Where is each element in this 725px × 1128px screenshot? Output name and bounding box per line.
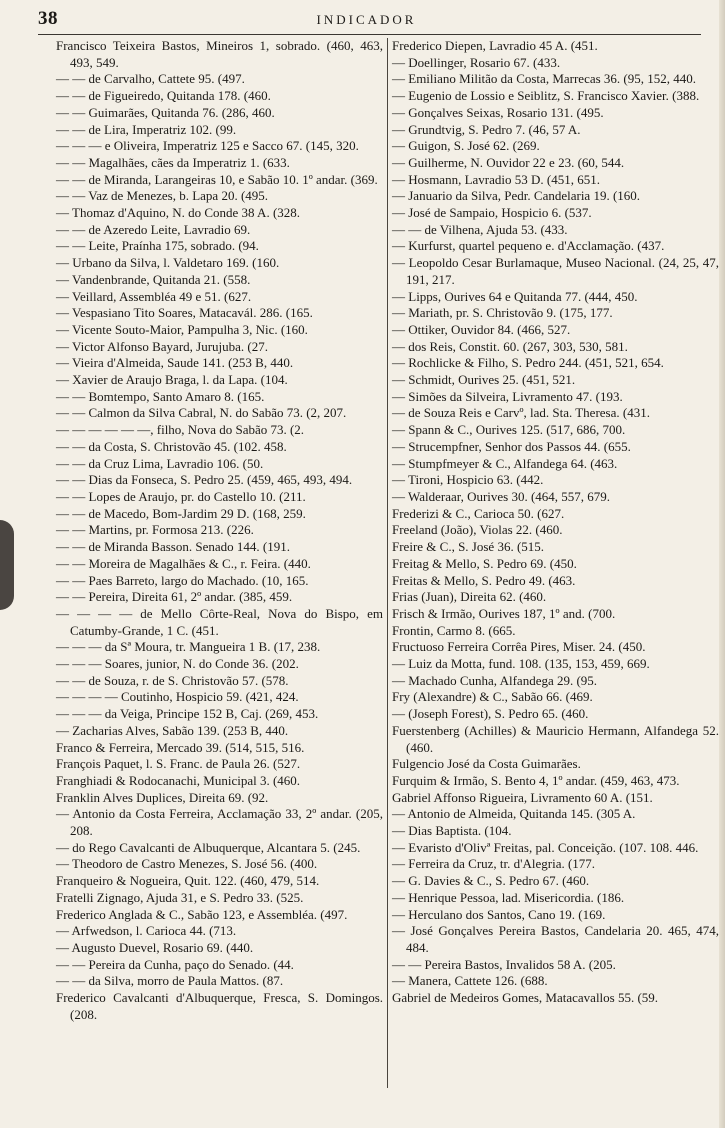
directory-entry: — — da Silva, morro de Paula Mattos. (87. [56, 973, 284, 989]
directory-entry: Franghiadi & Rodocanachi, Municipal 3. (460. [56, 772, 301, 788]
directory-entry: — dos Reis, Constit. 60. (267, 303, 530, 581. [392, 338, 628, 354]
directory-entry: — — de Azeredo Leite, Lavradio 69. [56, 221, 251, 237]
directory-entry: — Vespasiano Tito Soares, Matacavál. 286. (165. [56, 305, 313, 321]
directory-entry: — Xavier de Araujo Braga, l. da Lapa. (104. [56, 372, 288, 388]
directory-entry: Freitag & Mello, S. Pedro 69. (450. [392, 555, 577, 571]
directory-entry: Freitas & Mello, S. Pedro 49. (463. [392, 572, 576, 588]
directory-entry: — — de Carvalho, Cattete 95. (497. [56, 71, 245, 87]
directory-entry: — — Moreira de Magalhães & C., r. Feira. (440. [56, 555, 311, 571]
page-number: 38 [38, 8, 58, 29]
directory-entry: — Guigon, S. José 62. (269. [392, 138, 540, 154]
directory-entry: — Thomaz d'Aquino, N. do Conde 38 A. (328. [56, 205, 301, 221]
directory-entry: Fratelli Zignago, Ajuda 31, e S. Pedro 33. (525. [56, 889, 304, 905]
directory-entry: — Emiliano Militão da Costa, Marrecas 36. (95, 152, 440. [392, 71, 697, 87]
directory-entry: — José de Sampaio, Hospicio 6. (537. [392, 205, 592, 221]
directory-entry: — — Guimarães, Quitanda 76. (286, 460. [56, 104, 275, 120]
directory-entry: Franqueiro & Nogueira, Quit. 122. (460, 479, 514. [56, 873, 320, 889]
directory-entry: — Ferreira da Cruz, tr. d'Alegria. (177. [392, 856, 596, 872]
directory-entry: François Paquet, l. S. Franc. de Paula 26. (527. [56, 756, 301, 772]
directory-entry: — — de Macedo, Bom-Jardim 29 D. (168, 259. [56, 505, 306, 521]
directory-entry: Frederico Diepen, Lavradio 45 A. (451. [392, 38, 598, 53]
directory-entry: — Vandenbrande, Quitanda 21. (558. [56, 271, 251, 287]
directory-entry: — Lipps, Ourives 64 e Quitanda 77. (444, 450. [392, 288, 638, 304]
directory-entry: — Herculano dos Santos, Cano 19. (169. [392, 906, 606, 922]
directory-entry: Freeland (João), Violas 22. (460. [392, 522, 563, 538]
directory-entry: — Januario da Silva, Pedr. Candelaria 19. (160. [392, 188, 641, 204]
directory-entry: — — de Figueiredo, Quitanda 178. (460. [56, 88, 271, 104]
directory-entry: — — — e Oliveira, Imperatriz 125 e Sacco 67. (145, 320. [56, 138, 359, 154]
directory-entry: Franco & Ferreira, Mercado 39. (514, 515, 516. [56, 739, 305, 755]
right-column [392, 38, 719, 1007]
running-head: INDICADOR [316, 12, 417, 27]
directory-entry: Fructuoso Ferreira Corrêa Pires, Miser. 24. (450. [392, 639, 646, 655]
directory-entry: — Tironi, Hospicio 63. (442. [392, 472, 544, 488]
directory-entry: — Veillard, Assembléa 49 e 51. (627. [56, 288, 252, 304]
directory-entry: — — — — Coutinho, Hospicio 59. (421, 424. [56, 689, 299, 705]
directory-entry: — Guilherme, N. Ouvidor 22 e 23. (60, 544. [392, 154, 625, 170]
directory-entry: — Victor Alfonso Bayard, Jurujuba. (27. [56, 338, 269, 354]
directory-entry: — — — Soares, junior, N. do Conde 36. (202. [56, 656, 299, 672]
directory-entry: — G. Davies & C., S. Pedro 67. (460. [392, 873, 590, 889]
directory-entry: — — de Souza, r. de S. Christovão 57. (578. [56, 672, 289, 688]
directory-entry: — (Joseph Forest), S. Pedro 65. (460. [392, 706, 589, 722]
directory-entry: Gabriel de Medeiros Gomes, Matacavallos 55. (59. [392, 990, 659, 1006]
directory-entry: — Manera, Cattete 126. (688. [392, 973, 548, 989]
directory-entry: — Arfwedson, l. Carioca 44. (713. [56, 923, 237, 939]
directory-entry: Fry (Alexandre) & C., Sabão 66. (469. [392, 689, 593, 705]
directory-entry: — Mariath, pr. S. Christovão 9. (175, 177. [392, 305, 613, 321]
directory-entry: Furquim & Irmão, S. Bento 4, 1º andar. (459, 463, 473. [392, 772, 680, 788]
directory-entry: — do Rego Cavalcanti de Albuquerque, Alcantara 5. (245. [56, 839, 361, 855]
directory-entry: — — de Vilhena, Ajuda 53. (433. [392, 221, 568, 237]
directory-entry: — Strucempfner, Senhor dos Passos 44. (655. [392, 438, 631, 454]
directory-entry: — — da Costa, S. Christovão 45. (102. 458. [56, 438, 287, 454]
directory-entry: — Kurfurst, quartel pequeno e. d'Acclamação. (437. [392, 238, 665, 254]
directory-entry: — Schmidt, Ourives 25. (451, 521. [392, 372, 576, 388]
directory-entry: — — Paes Barreto, largo do Machado. (10, 165. [56, 572, 309, 588]
ink-blot [0, 520, 14, 610]
directory-entry: — José Gonçalves Pereira Bastos, Candelaria 20. 465, 474, 484. [392, 923, 719, 955]
directory-entry: Freire & C., S. José 36. (515. [392, 539, 545, 555]
directory-entry: — Henrique Pessoa, lad. Misericordia. (186. [392, 889, 625, 905]
header-rule [38, 34, 701, 35]
directory-entry: — Augusto Duevel, Rosario 69. (440. [56, 939, 254, 955]
directory-entry: — — Calmon da Silva Cabral, N. do Sabão 73. (2, 207. [56, 405, 347, 421]
directory-entry: — Theodoro de Castro Menezes, S. José 56. (400. [56, 856, 318, 872]
directory-entry: — Gonçalves Seixas, Rosario 131. (495. [392, 104, 604, 120]
directory-entry: — — Bomtempo, Santo Amaro 8. (165. [56, 388, 265, 404]
directory-entry: — Stumpfmeyer & C., Alfandega 64. (463. [392, 455, 618, 471]
directory-entry: — — de Miranda Basson. Senado 144. (191. [56, 539, 290, 555]
directory-entry: Gabriel Affonso Rigueira, Livramento 60 A. (151. [392, 789, 653, 805]
directory-entry: — Simões da Silveira, Livramento 47. (193. [392, 388, 623, 404]
directory-entry: Frontin, Carmo 8. (665. [392, 622, 516, 638]
left-column [56, 38, 383, 1023]
directory-entry: — — — da Veiga, Principe 152 B, Caj. (269, 453. [56, 706, 319, 722]
directory-entry: — — de Lira, Imperatriz 102. (99. [56, 121, 237, 137]
directory-entry: Frederizi & C., Carioca 50. (627. [392, 505, 565, 521]
page-header [38, 8, 695, 34]
directory-entry: Fulgencio José da Costa Guimarães. [392, 756, 581, 772]
directory-entry: Frederico Anglada & C., Sabão 123, e Assembléa. (497. [56, 906, 348, 922]
directory-entry: — — Pereira Bastos, Invalidos 58 A. (205. [392, 956, 616, 972]
directory-entry: Frisch & Irmão, Ourives 187, 1º and. (700. [392, 605, 616, 621]
directory-entry: — Zacharias Alves, Sabão 139. (253 B, 440. [56, 722, 289, 738]
directory-entry: — Eugenio de Lossio e Seiblitz, S. Francisco Xavier. (388. [392, 88, 700, 104]
directory-entry: — Antonio da Costa Ferreira, Acclamação 33, 2º andar. (205, 208. [56, 806, 383, 839]
directory-entry: — Antonio de Almeida, Quitanda 145. (305 A. [392, 806, 636, 822]
directory-entry: — — — — — —, filho, Nova do Sabão 73. (2. [56, 422, 305, 438]
directory-entry: — — Lopes de Araujo, pr. do Castello 10. (211. [56, 488, 306, 504]
directory-entry: — — Leite, Praínha 175, sobrado. (94. [56, 238, 259, 254]
directory-entry: — — Martins, pr. Formosa 213. (226. [56, 522, 254, 538]
directory-entry: — — Pereira da Cunha, paço do Senado. (44. [56, 956, 294, 972]
directory-entry: — Luiz da Motta, fund. 108. (135, 153, 459, 669. [392, 656, 650, 672]
directory-entry: Francisco Teixeira Bastos, Mineiros 1, sobrado. (460, 463, 493, 549. [56, 38, 383, 70]
column-divider [387, 38, 388, 1088]
directory-entry: — Spann & C., Ourives 125. (517, 686, 700. [392, 422, 626, 438]
directory-entry: — — Vaz de Menezes, b. Lapa 20. (495. [56, 188, 269, 204]
directory-entry: — Vicente Souto-Maior, Pampulha 3, Nic. (160. [56, 321, 308, 337]
directory-entry: — Evaristo d'Olivª Freitas, pal. Conceição. (107. 108. 446. [392, 839, 699, 855]
directory-entry: — Machado Cunha, Alfandega 29. (95. [392, 672, 598, 688]
directory-entry: — Ottiker, Ouvidor 84. (466, 527. [392, 321, 571, 337]
directory-entry: — Vieira d'Almeida, Saude 141. (253 B, 440. [56, 355, 294, 371]
directory-entry: — Doellinger, Rosario 67. (433. [392, 54, 561, 70]
directory-entry: — Leopoldo Cesar Burlamaque, Museo Nacional. (24, 25, 47, 191, 217. [392, 255, 719, 287]
directory-entry: — Rochlicke & Filho, S. Pedro 244. (451, 521, 654. [392, 355, 664, 371]
directory-entry: Frias (Juan), Direita 62. (460. [392, 589, 547, 605]
directory-entry: — — Magalhães, cães da Imperatriz 1. (633. [56, 154, 290, 170]
directory-entry: — — de Miranda, Larangeiras 10, e Sabão 10. 1º andar. (369. [56, 171, 378, 187]
directory-entry: — Urbano da Silva, l. Valdetaro 169. (160. [56, 255, 280, 271]
directory-entry: — Grundtvig, S. Pedro 7. (46, 57 A. [392, 121, 581, 137]
directory-entry: — Walderaar, Ourives 30. (464, 557, 679. [392, 488, 611, 504]
page-edge-shadow [719, 0, 725, 1128]
directory-entry: — — Dias da Fonseca, S. Pedro 25. (459, 465, 493, 494. [56, 472, 353, 488]
directory-entry: — de Souza Reis e Carvº, lad. Sta. Theresa. (431. [392, 405, 650, 421]
directory-entry: Frederico Cavalcanti d'Albuquerque, Fresca, S. Domingos. (208. [56, 990, 383, 1022]
directory-entry: — — — — de Mello Côrte-Real, Nova do Bispo, em Catumby-Grande, 1 C. (451. [56, 605, 383, 638]
directory-entry: — — — da Sª Moura, tr. Mangueira 1 B. (17, 238. [56, 639, 321, 655]
directory-entry: — — da Cruz Lima, Lavradio 106. (50. [56, 455, 264, 471]
directory-entry: Fuerstenberg (Achilles) & Mauricio Hermann, Alfandega 52. (460. [392, 722, 719, 755]
directory-entry: — — Pereira, Direita 61, 2º andar. (385, 459. [56, 589, 293, 605]
directory-entry: Franklin Alves Duplices, Direita 69. (92. [56, 789, 269, 805]
directory-entry: — Hosmann, Lavradio 53 D. (451, 651. [392, 171, 600, 187]
directory-entry: — Dias Baptista. (104. [392, 823, 512, 839]
